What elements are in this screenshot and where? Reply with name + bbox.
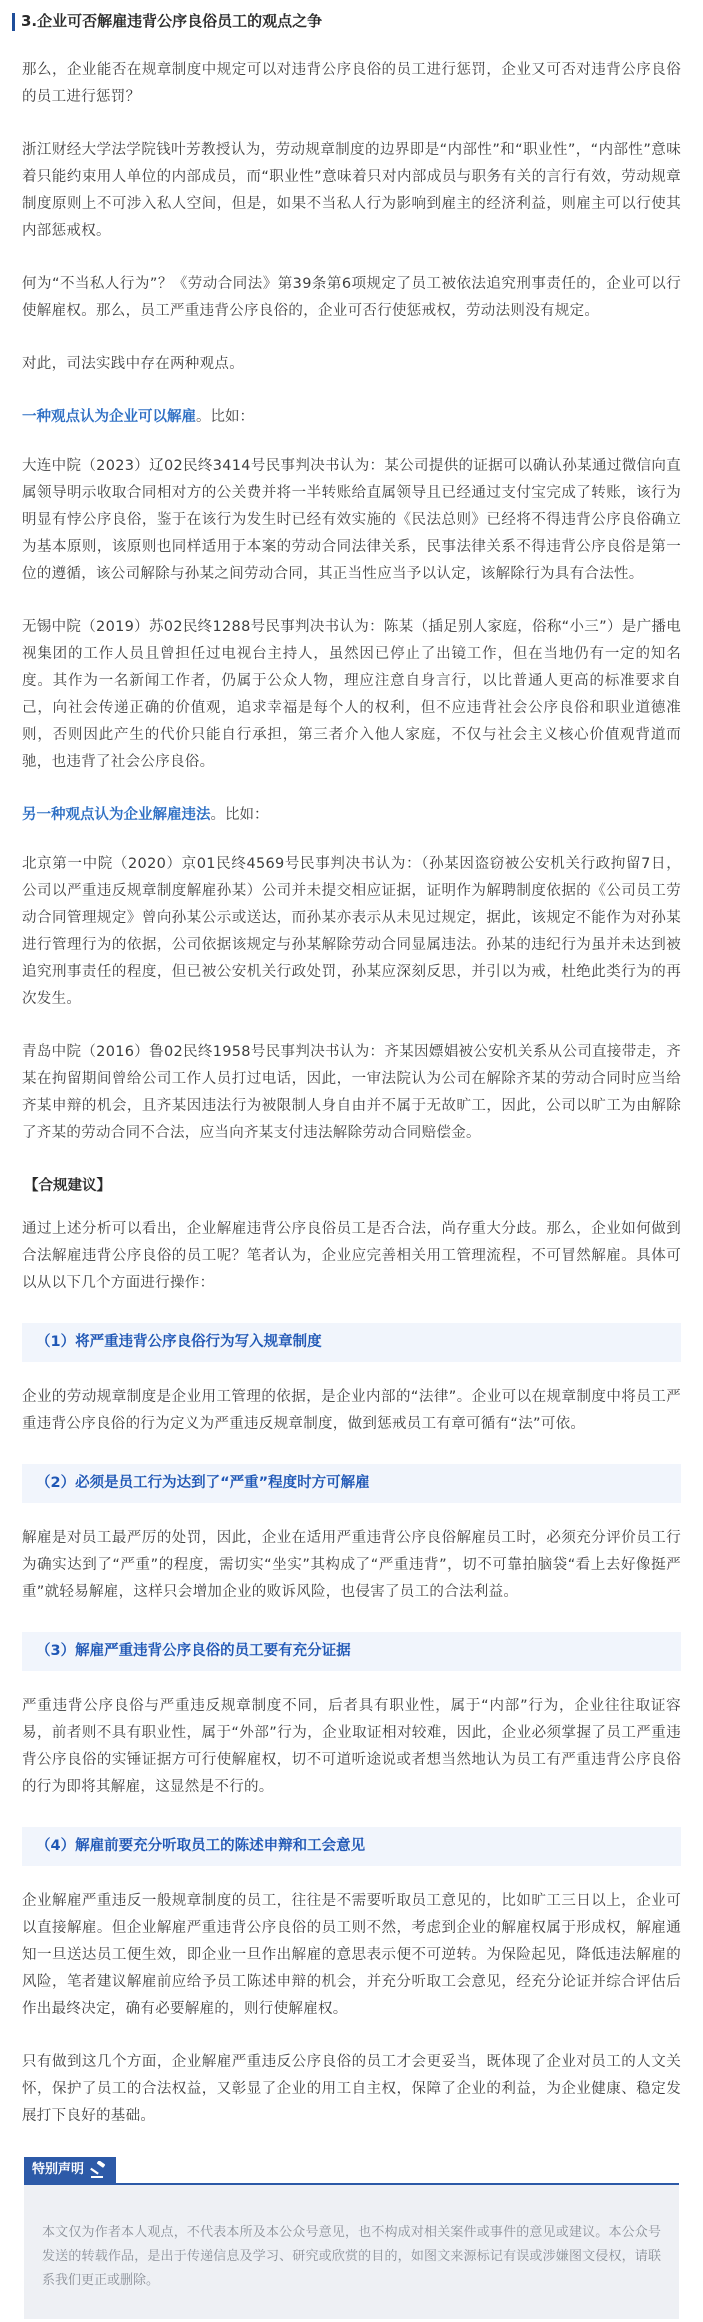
- case-paragraph: 北京第一中院（2020）京01民终4569号民事判决书认为：（孙某因盗窃被公安机关行政拘留7日，公司以严重违反规章制度解雇孙某）公司并未提交相应证据，证明作为解聘制度依据的《公司员工劳动合同管理规定》曾向孙某公示或送达，而孙某亦表示从未见过规定，据此，该规定不能作为对孙某进行管理行为的依据，公司依据该规定与孙某解除劳动合同显属违法。孙某的违纪行为虽并未达到被追究刑事责任的程度，但已被公安机关行政处罚，孙某应深刻反思，并引以为戒，杜绝此类行为的再次发生。: [22, 856, 681, 1007]
- paragraph: 那么，企业能否在规章制度中规定可以对违背公序良俗的员工进行惩罚，企业又可否对违背公序良俗的员工进行惩罚？: [22, 62, 681, 105]
- paragraph: 浙江财经大学法学院钱叶芳教授认为，劳动规章制度的边界即是“内部性”和“职业性”，“内部性”意味着只能约束用人单位的内部成员，而“职业性”意味着只对内部成员与职务有关的言行有效，劳动规章制度原则上不可涉入私人空间，但是，如果不当私人行为影响到雇主的经济利益，则雇主可以行使其内部惩戒权。: [22, 142, 681, 239]
- special-notice: [24, 2156, 679, 2319]
- paragraph: 何为“不当私人行为”？《劳动合同法》第39条第6项规定了员工被依法追究刑事责任的，企业可以行使解雇权。那么，员工严重违背公序良俗的，企业可否行使惩戒权，劳动法则没有规定。: [22, 276, 681, 319]
- notice-tag-label: 特别声明: [32, 2162, 85, 2177]
- item-paragraph: 企业的劳动规章制度是企业用工管理的依据，是企业内部的“法律”。企业可以在规章制度中将员工严重违背公序良俗的行为定义为严重违反规章制度，做到惩戒员工有章可循有“法”可依。: [22, 1389, 681, 1432]
- item-paragraph: 解雇是对员工最严厉的处罚，因此，企业在适用严重违背公序良俗解雇员工时，必须充分评价员工行为确实达到了“严重”的程度，需切实“坐实”其构成了“严重违背”，切不可靠拍脑袋“看上去好像挺严重”就轻易解雇，这样只会增加企业的败诉风险，也侵害了员工的合法利益。: [22, 1530, 681, 1600]
- section-title-text: 3.企业可否解雇违背公序良俗员工的观点之争: [21, 12, 323, 30]
- notice-text: 本文仅为作者本人观点，不代表本所及本公众号意见，也不构成对相关案件或事件的意见或建议。本公众号发送的转载作品，是出于传递信息及学习、研究或欣赏的目的，如图文来源标记有误或涉嫌图文侵权，请联系我们更正或删除。: [24, 2185, 679, 2319]
- item-paragraph: 只有做到这几个方面，企业解雇严重违反公序良俗的员工才会更妥当，既体现了企业对员工的人文关怀，保护了员工的合法权益，又彰显了企业的用工自主权，保障了企业的利益，为企业健康、稳定发展打下良好的基础。: [22, 2054, 681, 2124]
- case-paragraph: 无锡中院（2019）苏02民终1288号民事判决书认为：陈某（插足别人家庭，俗称“小三”）是广播电视集团的工作人员且曾担任过电视台主持人，虽然因已停止了出镜工作，但在当地仍有一定的知名度。其作为一名新闻工作者，仍属于公众人物，理应注意自身言行，以比普通人更高的标准要求自己，向社会传递正确的价值观，追求幸福是每个人的权利，但不应违背社会公序良俗和职业道德准则，否则因此产生的代价只能自行承担，第三者介入他人家庭，不仅与社会主义核心价值观背道而驰，也违背了社会公序良俗。: [22, 619, 681, 770]
- view1-heading-tail: 。比如：: [196, 409, 254, 425]
- paragraph: 对此，司法实践中存在两种观点。: [22, 356, 244, 372]
- view2-heading-text: 另一种观点认为企业解雇违法: [22, 807, 211, 823]
- view1-heading: [22, 404, 681, 431]
- case-paragraph: 大连中院（2023）辽02民终3414号民事判决书认为：某公司提供的证据可以确认孙某通过微信向直属领导明示收取合同相对方的公关费并将一半转账给直属领导且已经通过支付宝完成了转账，该行为明显有悖公序良俗，鉴于在该行为发生时已经有效实施的《民法总则》已经将不得违背公序良俗确立为基本原则，该原则也同样适用于本案的劳动合同法律关系，民事法律关系不得违背公序良俗是第一位的遵循，该公司解除与孙某之间劳动合同，其正当性应当予以认定，该解除行为具有合法性。: [22, 458, 681, 582]
- title-accent-bar: [12, 13, 15, 31]
- item-heading-2: （2）必须是员工行为达到了“严重”程度时方可解雇: [22, 1464, 681, 1503]
- case-paragraph: 青岛中院（2016）鲁02民终1958号民事判决书认为：齐某因嫖娼被公安机关系从公司直接带走，齐某在拘留期间曾给公司工作人员打过电话，因此，一审法院认为公司在解除齐某的劳动合同时应当给齐某申辩的机会，且齐某因违法行为被限制人身自由并不属于无故旷工，因此，公司以旷工为由解除了齐某的劳动合同不合法，应当向齐某支付违法解除劳动合同赔偿金。: [22, 1044, 681, 1141]
- compliance-intro: 通过上述分析可以看出，企业解雇违背公序良俗员工是否合法，尚存重大分歧。那么，企业如何做到合法解雇违背公序良俗的员工呢？笔者认为，企业应完善相关用工管理流程，不可冒然解雇。具体可以从以下几个方面进行操作：: [22, 1221, 681, 1291]
- item-paragraph: 企业解雇严重违反一般规章制度的员工，往往是不需要听取员工意见的，比如旷工三日以上，企业可以直接解雇。但企业解雇严重违背公序良俗的员工则不然，考虑到企业的解雇权属于形成权，解雇通知一旦送达员工便生效，即企业一旦作出解雇的意思表示便不可逆转。为保险起见，降低违法解雇的风险，笔者建议解雇前应给予员工陈述申辩的机会，并充分听取工会意见，经充分论证并综合评估后作出最终决定，确有必要解雇的，则行使解雇权。: [22, 1893, 681, 2017]
- view1-heading-text: 一种观点认为企业可以解雇: [22, 409, 196, 425]
- item-paragraph: 严重违背公序良俗与严重违反规章制度不同，后者具有职业性，属于“内部”行为，企业往往取证容易，前者则不具有职业性，属于“外部”行为，企业取证相对较难，因此，企业必须掌握了员工严重违背公序良俗的实锤证据方可行使解雇权，切不可道听途说或者想当然地认为员工有严重违背公序良俗的行为即将其解雇，这显然是不行的。: [22, 1698, 681, 1795]
- section-title: [12, 8, 691, 35]
- item-heading-1: （1）将严重违背公序良俗行为写入规章制度: [22, 1323, 681, 1362]
- gavel-icon: [90, 2161, 108, 2179]
- view2-heading-tail: 。比如：: [210, 807, 269, 823]
- item-heading-4: （4）解雇前要充分听取员工的陈述申辩和工会意见: [22, 1827, 681, 1866]
- item-heading-3: （3）解雇严重违背公序良俗的员工要有充分证据: [22, 1632, 681, 1671]
- notice-tag: [24, 2157, 116, 2183]
- view2-heading: [22, 802, 681, 829]
- compliance-heading: 【合规建议】: [24, 1178, 111, 1194]
